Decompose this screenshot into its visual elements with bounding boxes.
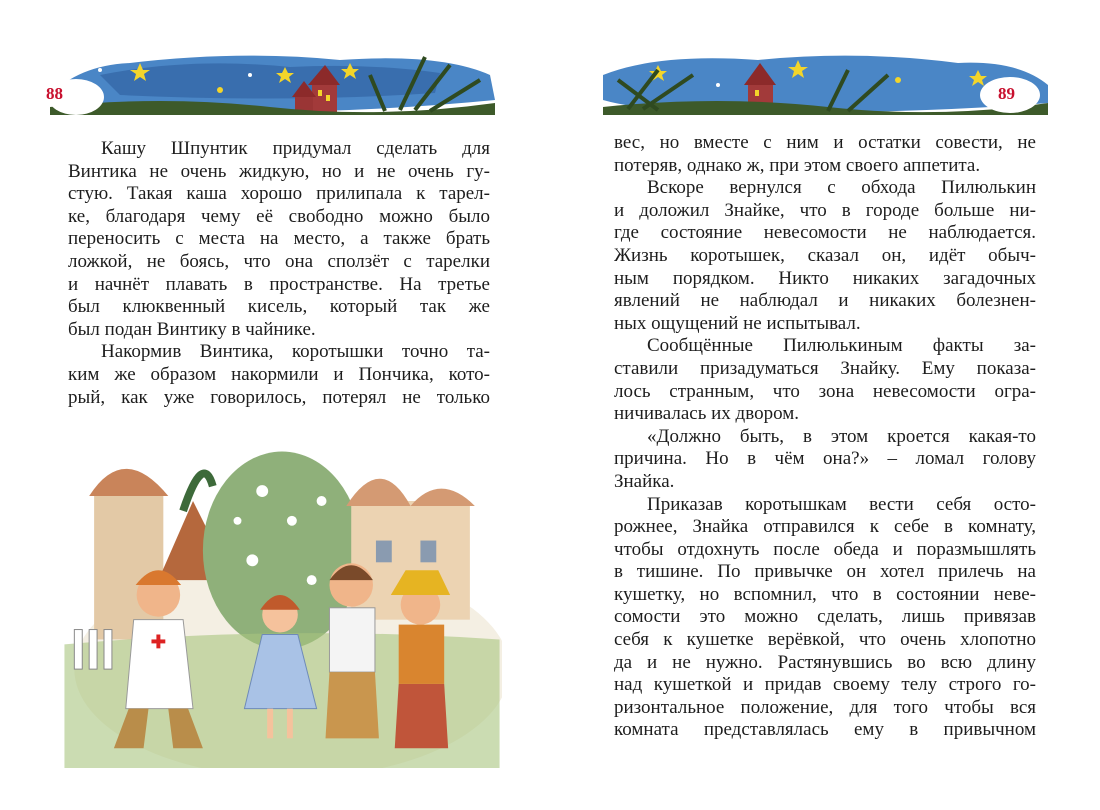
text-line: лось странным, что зона невесомости огра- — [614, 380, 1036, 402]
text-line: себя к кушетке верёвкой, что очень хлопотно — [614, 629, 1036, 651]
page-number-left: 88 — [46, 84, 63, 103]
text-line: был клюквенный кисель, который так же — [68, 296, 490, 318]
text-line: Вскоре вернулся с обхода Пилюлькин — [647, 177, 1036, 199]
text-line: ризонтальное положение, для того чтобы вся — [614, 696, 1036, 718]
text-line: причина. Но в чём она?» – ломал голову — [614, 448, 1036, 470]
text-line: в тишине. По привычке он хотел прилечь на — [614, 561, 1036, 583]
text-line: был подан Винтику в чайнике. — [68, 318, 316, 340]
text-line: чтобы отдохнуть после обеда и поразмышлять — [614, 538, 1036, 560]
left-page-text — [68, 138, 490, 409]
text-line: да и не нужно. Растянувшись во всю длину — [614, 651, 1036, 673]
text-line: вес, но вместе с ним и остатки совести, не — [614, 132, 1036, 153]
text-line: Приказав коротышкам вести себя осто- — [647, 493, 1036, 515]
text-line: над кушеткой и придав своему телу строго го- — [614, 674, 1036, 696]
text-line: и доложил Знайке, что в городе больше ни- — [614, 199, 1036, 221]
story-illustration — [62, 412, 502, 768]
text-line: ложкой, не боясь, что она сползёт с тарелки — [68, 250, 490, 272]
text-line: рый, как уже говорилось, потерял не только — [68, 386, 490, 408]
header-illustration-right — [598, 45, 1058, 115]
text-line: ным порядком. Никто никаких загадочных — [614, 267, 1036, 289]
text-line: Винтика не очень жидкую, но и не очень гу- — [68, 160, 490, 182]
character-boy — [326, 563, 379, 738]
text-line: стую. Такая каша хорошо прилипала к тарел- — [68, 183, 490, 205]
text-line: переносить с места на место, а также брать — [68, 228, 490, 250]
fence — [74, 630, 112, 670]
text-line: ставили призадуматься Знайку. Ему показа- — [614, 357, 1036, 379]
text-line: ким же образом накормили и Пончика, кото- — [68, 363, 490, 385]
text-line: Накормив Винтика, коротышки точно та- — [101, 341, 490, 363]
text-line: Знайка. — [614, 470, 675, 492]
page-number-right: 89 — [998, 84, 1015, 103]
text-line: и начнёт плавать в пространстве. На третье — [68, 273, 490, 295]
text-line: Кашу Шпунтик придумал сделать для — [101, 138, 490, 159]
text-line: комната представлялась ему в привычном — [614, 719, 1036, 741]
text-line: Сообщённые Пилюлькиным факты за- — [647, 335, 1036, 357]
header-illustration-left — [40, 45, 500, 115]
text-line: кушетку, но вспомнил, что в состоянии неве- — [614, 583, 1036, 605]
right-page-text — [614, 132, 1036, 742]
text-line: сомости это можно сделать, лишь привязав — [614, 606, 1036, 628]
text-line: ке, благодаря чему её свободно можно было — [68, 205, 490, 227]
text-line: где состояние невесомости не наблюдается. — [614, 222, 1036, 244]
text-line: рожнее, Знайка отправился к себе в комнату, — [614, 516, 1036, 538]
text-line: «Должно быть, в этом кроется какая-то — [647, 425, 1036, 447]
text-line: явлений не наблюдал и никаких болезнен- — [614, 290, 1036, 312]
text-line: потеряв, однако ж, при этом своего аппетита. — [614, 154, 981, 176]
text-line: Жизнь коротышек, сказал он, идёт обыч- — [614, 244, 1036, 266]
text-line: ничивалась их двором. — [614, 403, 799, 425]
text-line: ных ощущений не испытывал. — [614, 312, 861, 334]
